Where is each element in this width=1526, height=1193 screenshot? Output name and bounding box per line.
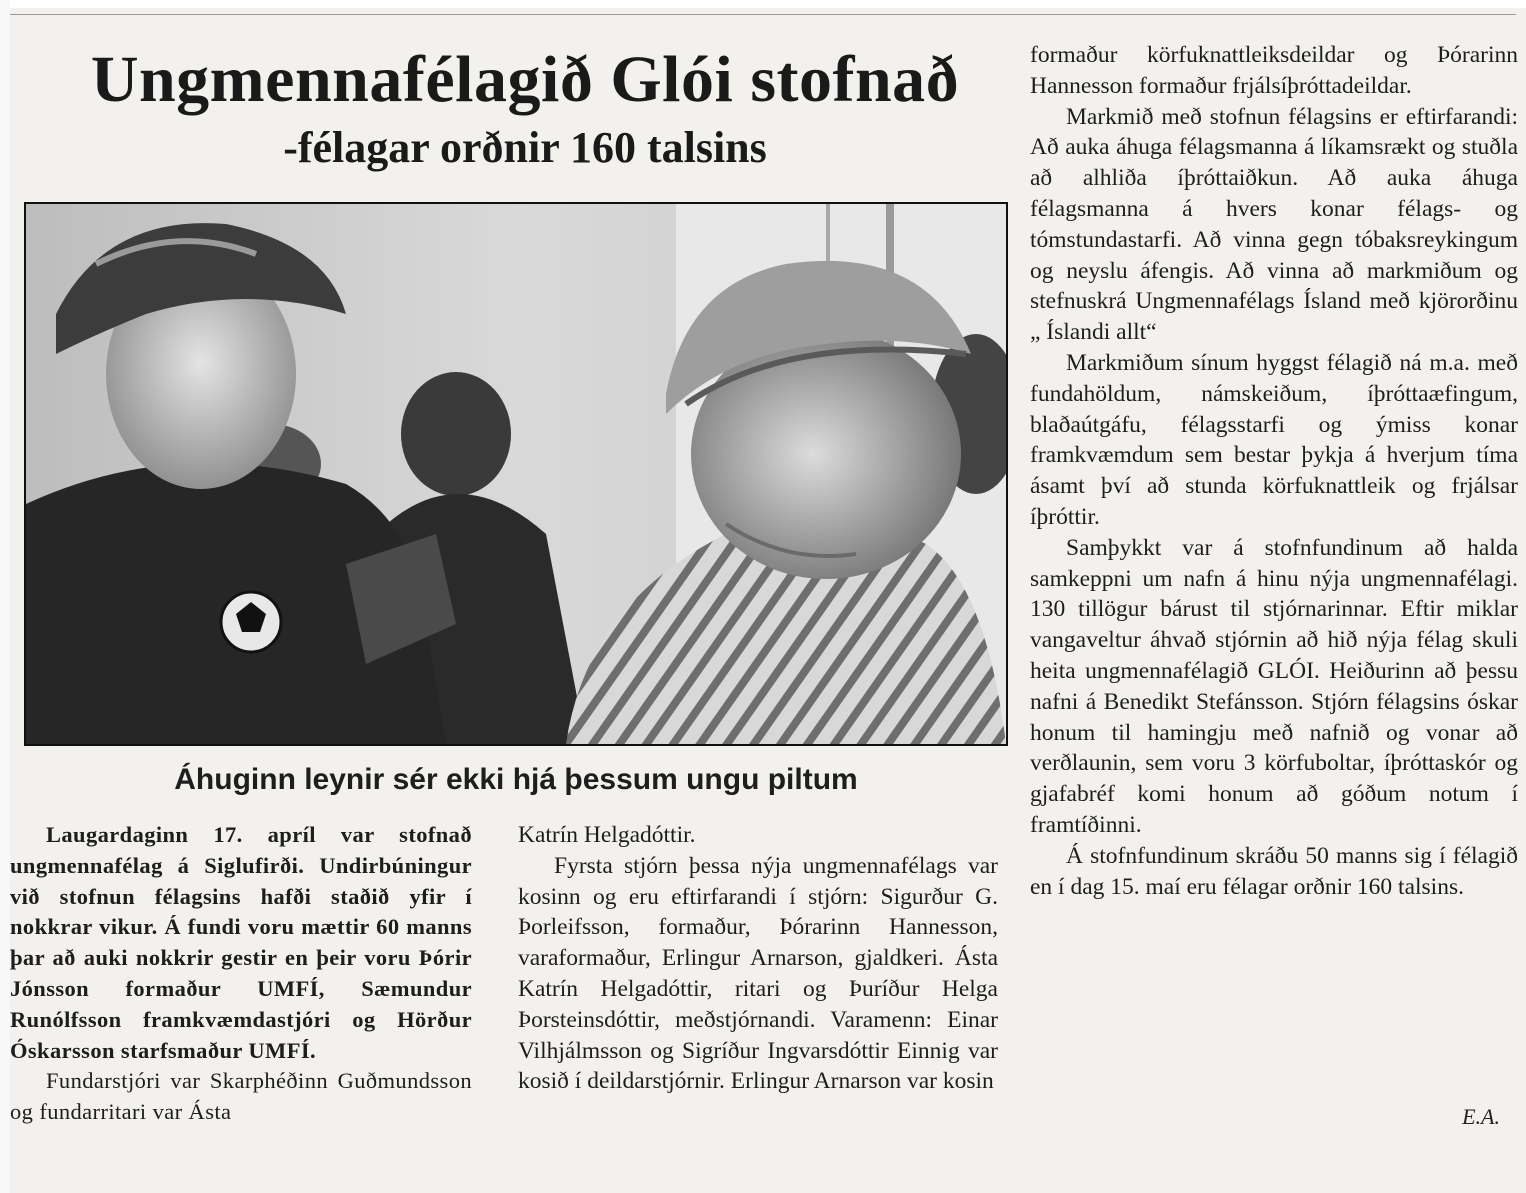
column3-paragraph-3: Markmiðum sínum hyggst félagið ná m.a. með fundahöldum, námskeiðum, íþróttaæfingum, blaðaútgáfu, félagsstarfi og ýmiss konar framkvæmdum sem bestar þykja á hverjum tíma ásamt því að stunda körfuknattleik og frjálsar íþróttir. bbox=[1030, 349, 1518, 530]
column3-paragraph-5: Á stofnfundinum skráðu 50 manns sig í félagið en í dag 15. maí eru félagar orðnir 160 talsins. bbox=[1030, 842, 1518, 900]
column3-paragraph-1: formaður körfuknattleiksdeildar og Þórarinn Hannesson formaður frjálsíþróttadeildar. bbox=[1030, 42, 1518, 99]
article-column-1 bbox=[10, 820, 472, 1128]
headline: Ungmennafélagið Glói stofnað bbox=[90, 43, 960, 116]
scan-edge-top bbox=[0, 0, 1526, 8]
news-photo bbox=[24, 202, 1008, 746]
column3-paragraph-4: Samþykkt var á stofnfundinum að halda samkeppni um nafn á hinu nýja ungmennafélagi. 130 tillögur bárust til stjórnarinnar. Eftir miklar vangaveltur áhvað stjórnin að hið nýja félag skuli heita ungmennafélagið GLÓI. Heiðurinn að þessu nafni á Benedikt Stefánsson. Stjórn félagsins óskar honum til hamingju með nafnið og vonar að verðlaunin, sem voru 3 körfuboltar, íþróttaskór og gjafabréf komi honum að góðum notum í framtíðinni. bbox=[1030, 534, 1518, 838]
article-column-2 bbox=[518, 820, 998, 1097]
column3-paragraph-2: Markmið með stofnun félagsins er eftirfarandi: Að auka áhuga félagsmanna á líkamsrækt og stuðla að alhliða íþróttaiðkun. Að auka áhuga félagsmanna á hvers konar félags- og tómstundastarfi. Að vinna gegn tóbaksreykingum og neyslu áfengis. Að vinna að markmiðum og stefnuskrá Ungmennafélags Ísland með kjörorðinu „ Íslandi allt“ bbox=[1030, 103, 1518, 346]
photo-illustration bbox=[26, 204, 1006, 744]
scan-edge-left bbox=[0, 0, 10, 1193]
column1-paragraph-1: Laugardaginn 17. apríl var stofnað ungmennafélag á Siglufirði. Undirbúningur við stofnun félagsins hafði staðið yfir í nokkrar vikur. Á fundi voru mættir 60 manns þar að auki nokkrir gestir en þeir voru Þórir Jónsson formaður UMFÍ, Sæmundur Runólfsson framkvæmdastjóri og Hörður Óskarsson starfsmaður UMFÍ. bbox=[10, 822, 472, 1063]
top-rule bbox=[10, 14, 1516, 15]
photo-caption: Áhuginn leynir sér ekki hjá þessum ungu piltum bbox=[174, 763, 858, 796]
column2-paragraph-1: Katrín Helgadóttir. bbox=[518, 822, 696, 848]
article-column-3 bbox=[1030, 40, 1518, 902]
column2-paragraph-2: Fyrsta stjórn þessa nýja ungmennafélags var kosinn og eru eftirfarandi í stjórn: Sigurður G. Þorleifsson, formaður, Þórarinn Hannesson, varaformaður, Erlingur Arnarson, gjaldkeri. Ásta Katrín Helgadóttir, ritari og Þuríður Helga Þorsteinsdóttir, meðstjórnandi. Varamenn: Einar Vilhjálmsson og Sigríður Ingvarsdóttir Einnig var kosið í deildarstjórnir. Erlingur Arnarson var kosin bbox=[518, 852, 998, 1095]
author-signature: E.A. bbox=[1462, 1104, 1500, 1129]
subheadline: -félagar orðnir 160 talsins bbox=[283, 123, 767, 172]
column1-paragraph-2: Fundarstjóri var Skarphéðinn Guðmundsson og fundarritari var Ásta bbox=[10, 1068, 472, 1125]
